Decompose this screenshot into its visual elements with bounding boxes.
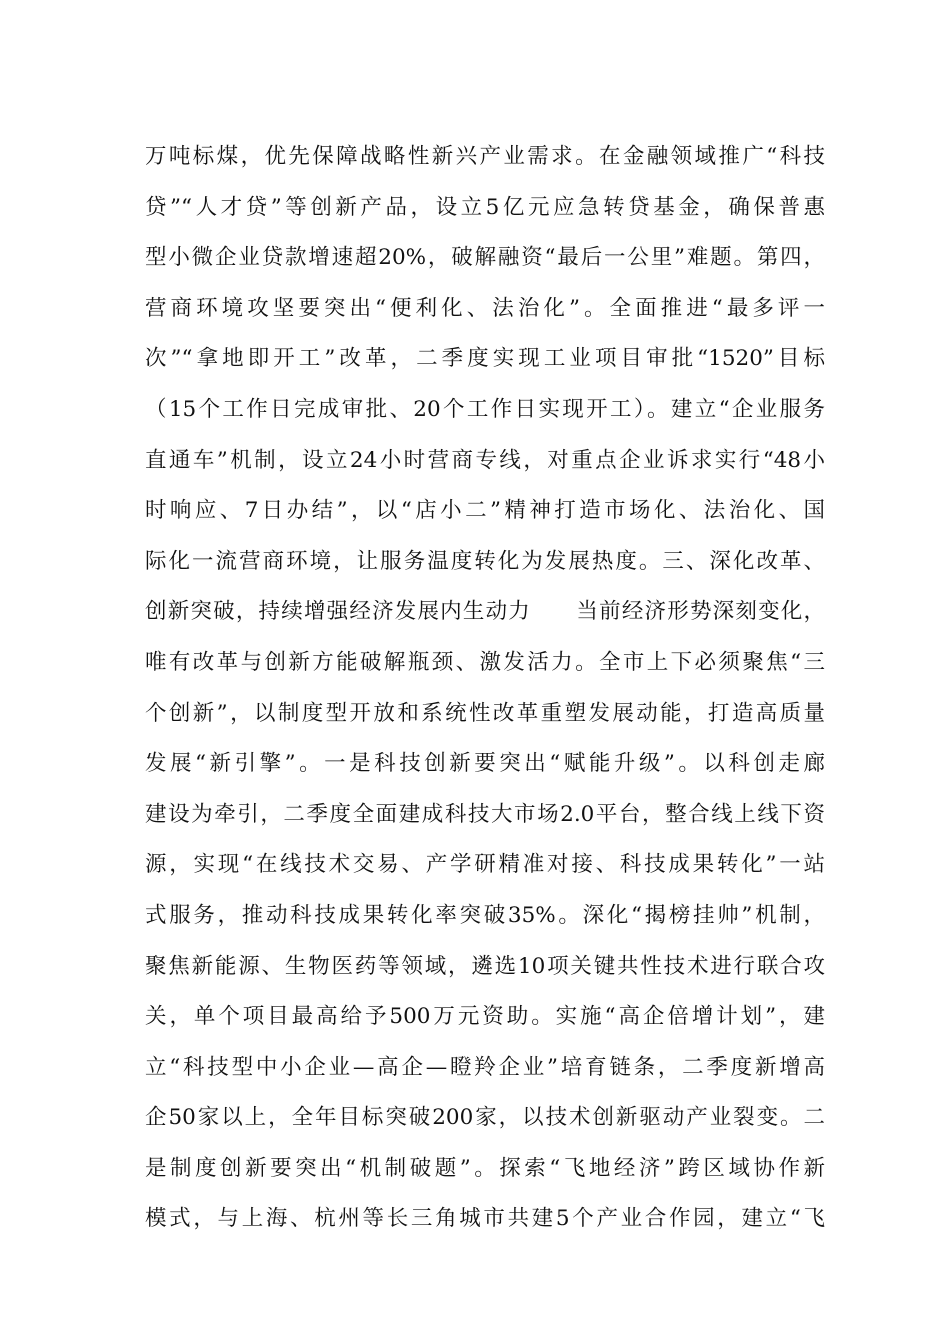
text-line: 型小微企业贷款增速超20%，破解融资“最后一公里”难题。第四， xyxy=(145,245,825,271)
text-line: 发展“新引擎”。一是科技创新要突出“赋能升级”。以科创走廊 xyxy=(145,751,825,777)
text-line: 唯有改革与创新方能破解瓶颈、激发活力。全市上下必须聚焦“三 xyxy=(145,649,825,675)
text-line: 直通车”机制，设立24小时营商专线，对重点企业诉求实行“48小 xyxy=(145,447,825,473)
text-line: 立“科技型中小企业—高企—瞪羚企业”培育链条，二季度新增高 xyxy=(145,1054,825,1080)
text-line: 聚焦新能源、生物医药等领域，遴选10项关键共性技术进行联合攻 xyxy=(145,953,825,979)
text-line: 关，单个项目最高给予500万元资助。实施“高企倍增计划”，建 xyxy=(145,1004,825,1030)
text-line: 贷”“人才贷”等创新产品，设立5亿元应急转贷基金，确保普惠 xyxy=(145,194,825,220)
text-line: 源，实现“在线技术交易、产学研精准对接、科技成果转化”一站 xyxy=(145,852,825,878)
text-line: 创新突破，持续增强经济发展内生动力 当前经济形势深刻变化， xyxy=(145,599,825,625)
text-line: 时响应、7日办结”，以“店小二”精神打造市场化、法治化、国 xyxy=(145,498,825,524)
text-line: 个创新”，以制度型开放和系统性改革重塑发展动能，打造高质量 xyxy=(145,700,825,726)
text-line: 模式，与上海、杭州等长三角城市共建5个产业合作园，建立“飞 xyxy=(145,1206,825,1232)
text-line: 式服务，推动科技成果转化率突破35%。深化“揭榜挂帅”机制， xyxy=(145,902,825,928)
text-line: 是制度创新要突出“机制破题”。探索“飞地经济”跨区域协作新 xyxy=(145,1155,825,1181)
text-line: （15个工作日完成审批、20个工作日实现开工）。建立“企业服务 xyxy=(145,396,825,422)
text-line: 次”“拿地即开工”改革，二季度实现工业项目审批“1520”目标 xyxy=(145,346,825,372)
text-line: 建设为牵引，二季度全面建成科技大市场2.0平台，整合线上线下资 xyxy=(145,801,825,827)
text-line: 营商环境攻坚要突出“便利化、法治化”。全面推进“最多评一 xyxy=(145,295,825,321)
body-text xyxy=(145,132,825,1245)
text-line: 际化一流营商环境，让服务温度转化为发展热度。三、深化改革、 xyxy=(145,548,825,574)
text-line: 万吨标煤，优先保障战略性新兴产业需求。在金融领域推广“科技 xyxy=(145,144,825,169)
text-line: 企50家以上，全年目标突破200家，以技术创新驱动产业裂变。二 xyxy=(145,1105,825,1131)
